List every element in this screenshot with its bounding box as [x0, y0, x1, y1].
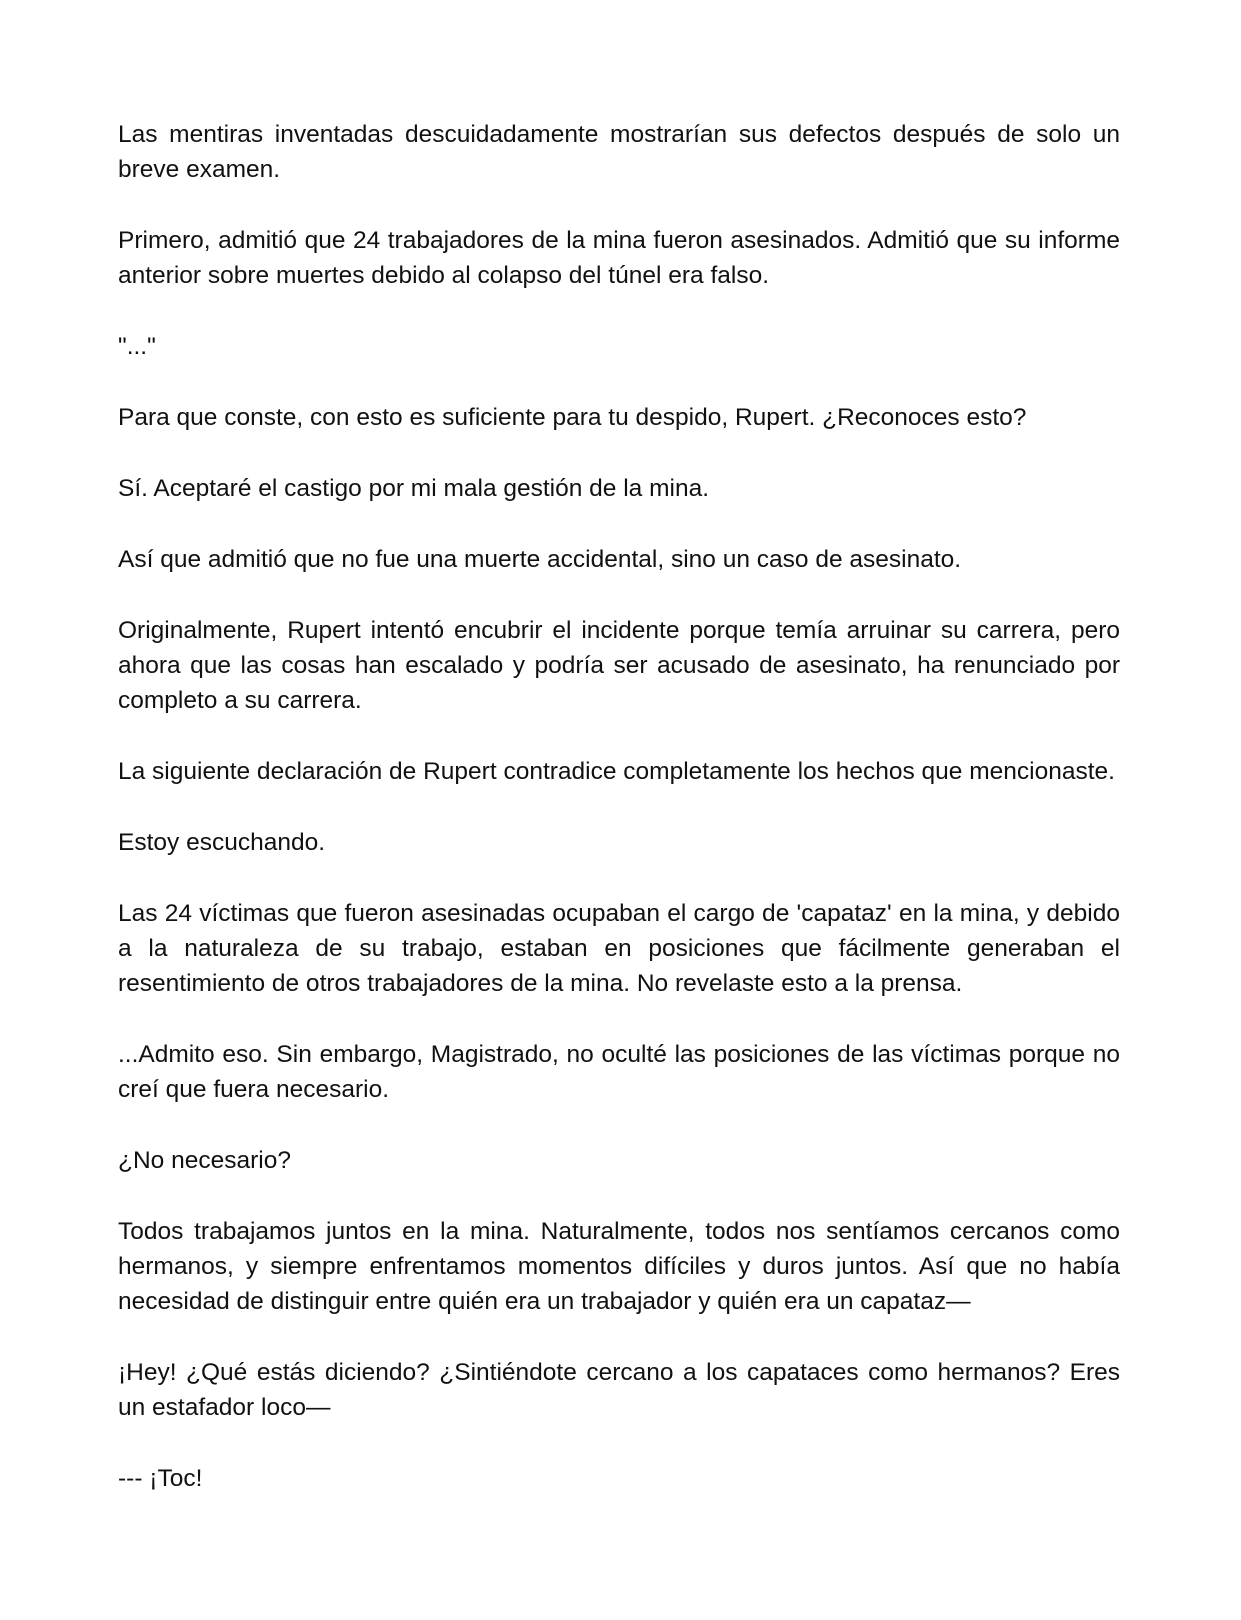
paragraph: --- ¡Toc! [118, 1465, 203, 1492]
paragraph: Sí. Aceptaré el castigo por mi mala gestión de la mina. [118, 475, 710, 502]
paragraph: Primero, admitió que 24 trabajadores de la mina fueron asesinados. Admitió que su informe anterior sobre muertes debido al colapso del túnel era falso. [118, 227, 1120, 289]
paragraph: La siguiente declaración de Rupert contradice completamente los hechos que mencionaste. [118, 758, 1115, 785]
paragraph: Estoy escuchando. [118, 829, 326, 856]
paragraph: Originalmente, Rupert intentó encubrir el incidente porque temía arruinar su carrera, pero ahora que las cosas han escalado y podría ser acusado de asesinato, ha renunciado por completo a su carrera. [118, 617, 1120, 714]
paragraph: Todos trabajamos juntos en la mina. Naturalmente, todos nos sentíamos cercanos como hermanos, y siempre enfrentamos momentos difíciles y duros juntos. Así que no había necesidad de distinguir entre quién era un trabajador y quién era un capataz— [118, 1218, 1120, 1315]
paragraph: ...Admito eso. Sin embargo, Magistrado, no oculté las posiciones de las víctimas porque no creí que fuera necesario. [118, 1041, 1120, 1103]
paragraph: ¿No necesario? [118, 1147, 291, 1174]
paragraph: Las mentiras inventadas descuidadamente mostrarían sus defectos después de solo un breve examen. [118, 121, 1120, 183]
paragraph: Las 24 víctimas que fueron asesinadas ocupaban el cargo de 'capataz' en la mina, y debido a la naturaleza de su trabajo, estaban en posiciones que fácilmente generaban el resentimiento de otros trabajadores de la mina. No revelaste esto a la prensa. [118, 900, 1120, 997]
paragraph: ¡Hey! ¿Qué estás diciendo? ¿Sintiéndote cercano a los capataces como hermanos? Eres un estafador loco— [118, 1359, 1120, 1421]
document-body [118, 117, 1120, 1496]
paragraph: Así que admitió que no fue una muerte accidental, sino un caso de asesinato. [118, 546, 962, 573]
paragraph: "..." [118, 333, 156, 360]
paragraph: Para que conste, con esto es suficiente para tu despido, Rupert. ¿Reconoces esto? [118, 404, 1027, 431]
